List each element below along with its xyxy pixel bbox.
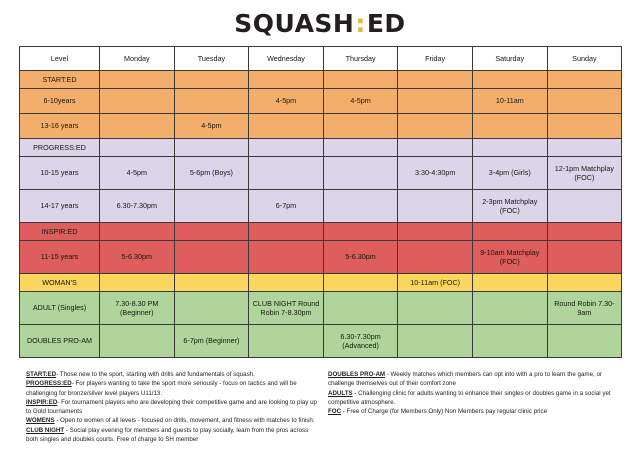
schedule-cell xyxy=(249,71,324,89)
schedule-cell xyxy=(472,274,547,292)
schedule-cell xyxy=(100,89,175,114)
schedule-cell: 4-5pm xyxy=(249,89,324,114)
schedule-cell xyxy=(323,292,398,325)
schedule-cell xyxy=(249,223,324,241)
schedule-cell xyxy=(100,274,175,292)
schedule-cell xyxy=(547,139,622,157)
schedule-cell: CLUB NIGHT Round Robin 7-8.30pm xyxy=(249,292,324,325)
schedule-cell xyxy=(547,71,622,89)
schedule-cell: 12-1pm Matchplay (FOC) xyxy=(547,157,622,190)
schedule-cell xyxy=(398,190,473,223)
legend-item xyxy=(26,398,318,417)
schedule-cell: 10-11am xyxy=(472,89,547,114)
schedule-cell xyxy=(100,71,175,89)
legend-item xyxy=(328,370,620,389)
table-row xyxy=(20,325,622,358)
schedule-cell: 4-5pm xyxy=(323,89,398,114)
schedule-cell xyxy=(323,114,398,139)
schedule-cell xyxy=(174,71,249,89)
header-row xyxy=(20,47,622,71)
level-cell: 6-10years xyxy=(20,89,100,114)
schedule-cell xyxy=(249,325,324,358)
level-cell: START:ED xyxy=(20,71,100,89)
schedule-cell xyxy=(249,139,324,157)
legend-term: START:ED xyxy=(26,371,57,378)
schedule-cell: 9-10am Matchplay (FOC) xyxy=(472,241,547,274)
legend-item xyxy=(328,389,620,408)
level-cell: 10-15 years xyxy=(20,157,100,190)
schedule-cell xyxy=(398,71,473,89)
schedule-cell xyxy=(472,114,547,139)
schedule-cell: 3:30-4:30pm xyxy=(398,157,473,190)
legend-description: - Free of Charge (for Members Only) Non Members pay regular clinic price xyxy=(341,408,548,416)
schedule-cell xyxy=(174,274,249,292)
schedule-cell xyxy=(249,114,324,139)
schedule-cell: 5-6pm (Boys) xyxy=(174,157,249,190)
table-row xyxy=(20,89,622,114)
table-row xyxy=(20,241,622,274)
legend-item xyxy=(26,370,318,379)
schedule-cell xyxy=(174,139,249,157)
schedule-cell xyxy=(398,292,473,325)
table-row xyxy=(20,114,622,139)
legend-description: - For players wanting to take the sport more seriously - focus on tactics and will be challenging for bronze/silver level players U11/13. xyxy=(26,380,297,397)
logo-separator: : xyxy=(355,8,366,38)
table-row xyxy=(20,157,622,190)
legend-column-left xyxy=(26,370,318,444)
table-header xyxy=(20,47,622,71)
schedule-cell: Round Robin 7.30-9am xyxy=(547,292,622,325)
schedule-cell: 5-6.30pm xyxy=(323,241,398,274)
table-row xyxy=(20,292,622,325)
legend-description: - Weekly matches which members can opt into with a pro to learn the game, or challenge themselves out of their comfort zone xyxy=(328,371,602,388)
schedule-cell xyxy=(547,325,622,358)
level-cell: DOUBLES PRO-AM xyxy=(20,325,100,358)
legend-term: CLUB NIGHT xyxy=(26,426,65,434)
schedule-cell: 2-3pm Matchplay (FOC) xyxy=(472,190,547,223)
section-band-row xyxy=(20,223,622,241)
schedule-cell xyxy=(472,325,547,358)
legend-term: INSPIR:ED xyxy=(26,398,58,406)
level-cell: WOMAN'S xyxy=(20,274,100,292)
schedule-cell xyxy=(398,114,473,139)
legend-term: PROGRESS:ED xyxy=(26,380,72,388)
schedule-cell: 4-5pm xyxy=(100,157,175,190)
level-cell: ADULT (Singles) xyxy=(20,292,100,325)
schedule-cell: 5-6.30pm xyxy=(100,241,175,274)
legend-term: DOUBLES PRO-AM xyxy=(328,371,386,378)
section-band-row xyxy=(20,71,622,89)
level-cell: 11-15 years xyxy=(20,241,100,274)
schedule-cell: 7.30-8.30 PM (Beginner) xyxy=(100,292,175,325)
schedule-cell xyxy=(323,139,398,157)
schedule-table-container xyxy=(0,46,640,358)
schedule-cell: 6.30-7.30pm (Advanced) xyxy=(323,325,398,358)
legend-description: - Social play evening for members and guests to play socially, learn from the pros across both singles and doubles courts. Free of charge to SH member xyxy=(26,426,309,444)
schedule-cell xyxy=(547,190,622,223)
table-row xyxy=(20,190,622,223)
schedule-cell xyxy=(323,157,398,190)
schedule-table xyxy=(19,46,622,358)
section-band-row xyxy=(20,139,622,157)
schedule-cell xyxy=(174,223,249,241)
legend-item xyxy=(328,407,620,416)
schedule-cell xyxy=(249,157,324,190)
legend-description: - Open to women of all levels - focused on drills, movement, and fitness with matches to finish. xyxy=(54,417,315,425)
logo-text-right: ED xyxy=(366,8,406,38)
column-header-wednesday: Wednesday xyxy=(249,47,324,71)
schedule-cell xyxy=(398,89,473,114)
legend-item xyxy=(26,416,318,425)
squashed-logo xyxy=(234,9,405,38)
schedule-cell xyxy=(547,114,622,139)
legend-term: FOC xyxy=(328,408,342,416)
schedule-cell xyxy=(174,292,249,325)
level-cell: INSPIR:ED xyxy=(20,223,100,241)
section-band-row xyxy=(20,274,622,292)
logo-text-left: SQUASH xyxy=(234,8,355,38)
brand-header xyxy=(0,0,640,46)
legend-description: - For tournament players who are developing their competitive game and are looking to play up to Gold tournaments xyxy=(26,398,317,416)
schedule-cell xyxy=(547,89,622,114)
legend-column-right xyxy=(328,370,620,444)
column-header-sunday: Sunday xyxy=(547,47,622,71)
schedule-cell: 6-7pm (Beginner) xyxy=(174,325,249,358)
schedule-cell xyxy=(323,223,398,241)
column-header-thursday: Thursday xyxy=(323,47,398,71)
table-body xyxy=(20,71,622,358)
legend-item xyxy=(26,379,318,398)
schedule-cell xyxy=(398,241,473,274)
schedule-cell xyxy=(547,241,622,274)
schedule-cell xyxy=(398,325,473,358)
schedule-cell: 4-5pm xyxy=(174,114,249,139)
schedule-cell xyxy=(472,139,547,157)
legend-description: - Those new to the sport, starting with drills and fundamentals of squash. xyxy=(56,371,255,378)
schedule-cell xyxy=(398,139,473,157)
legend-description: - Challenging clinic for adults wanting to enhance their singles or doubles game in a social yet competitive atmosphere. xyxy=(328,389,611,406)
legend-item xyxy=(26,426,318,445)
legend-term: ADULTS xyxy=(328,389,353,397)
schedule-cell xyxy=(472,292,547,325)
column-header-level: Level xyxy=(20,47,100,71)
schedule-cell: 6.30-7.30pm xyxy=(100,190,175,223)
schedule-cell xyxy=(472,223,547,241)
schedule-cell xyxy=(472,71,547,89)
column-header-friday: Friday xyxy=(398,47,473,71)
schedule-cell xyxy=(100,325,175,358)
schedule-cell xyxy=(100,139,175,157)
schedule-cell: 6-7pm xyxy=(249,190,324,223)
schedule-cell xyxy=(249,274,324,292)
schedule-cell: 3-4pm (Girls) xyxy=(472,157,547,190)
column-header-tuesday: Tuesday xyxy=(174,47,249,71)
schedule-cell xyxy=(398,223,473,241)
schedule-cell xyxy=(547,274,622,292)
schedule-cell xyxy=(547,223,622,241)
level-cell: 13-16 years xyxy=(20,114,100,139)
schedule-cell xyxy=(100,114,175,139)
legend-term: WOMENS xyxy=(26,417,55,425)
schedule-cell xyxy=(323,71,398,89)
level-cell: PROGRESS:ED xyxy=(20,139,100,157)
column-header-monday: Monday xyxy=(100,47,175,71)
legend xyxy=(0,358,640,444)
schedule-cell xyxy=(100,223,175,241)
schedule-cell xyxy=(323,190,398,223)
schedule-cell: 10-11am (FOC) xyxy=(398,274,473,292)
schedule-cell xyxy=(174,241,249,274)
schedule-cell xyxy=(323,274,398,292)
schedule-cell xyxy=(174,190,249,223)
schedule-cell xyxy=(249,241,324,274)
column-header-saturday: Saturday xyxy=(472,47,547,71)
schedule-cell xyxy=(174,89,249,114)
level-cell: 14-17 years xyxy=(20,190,100,223)
